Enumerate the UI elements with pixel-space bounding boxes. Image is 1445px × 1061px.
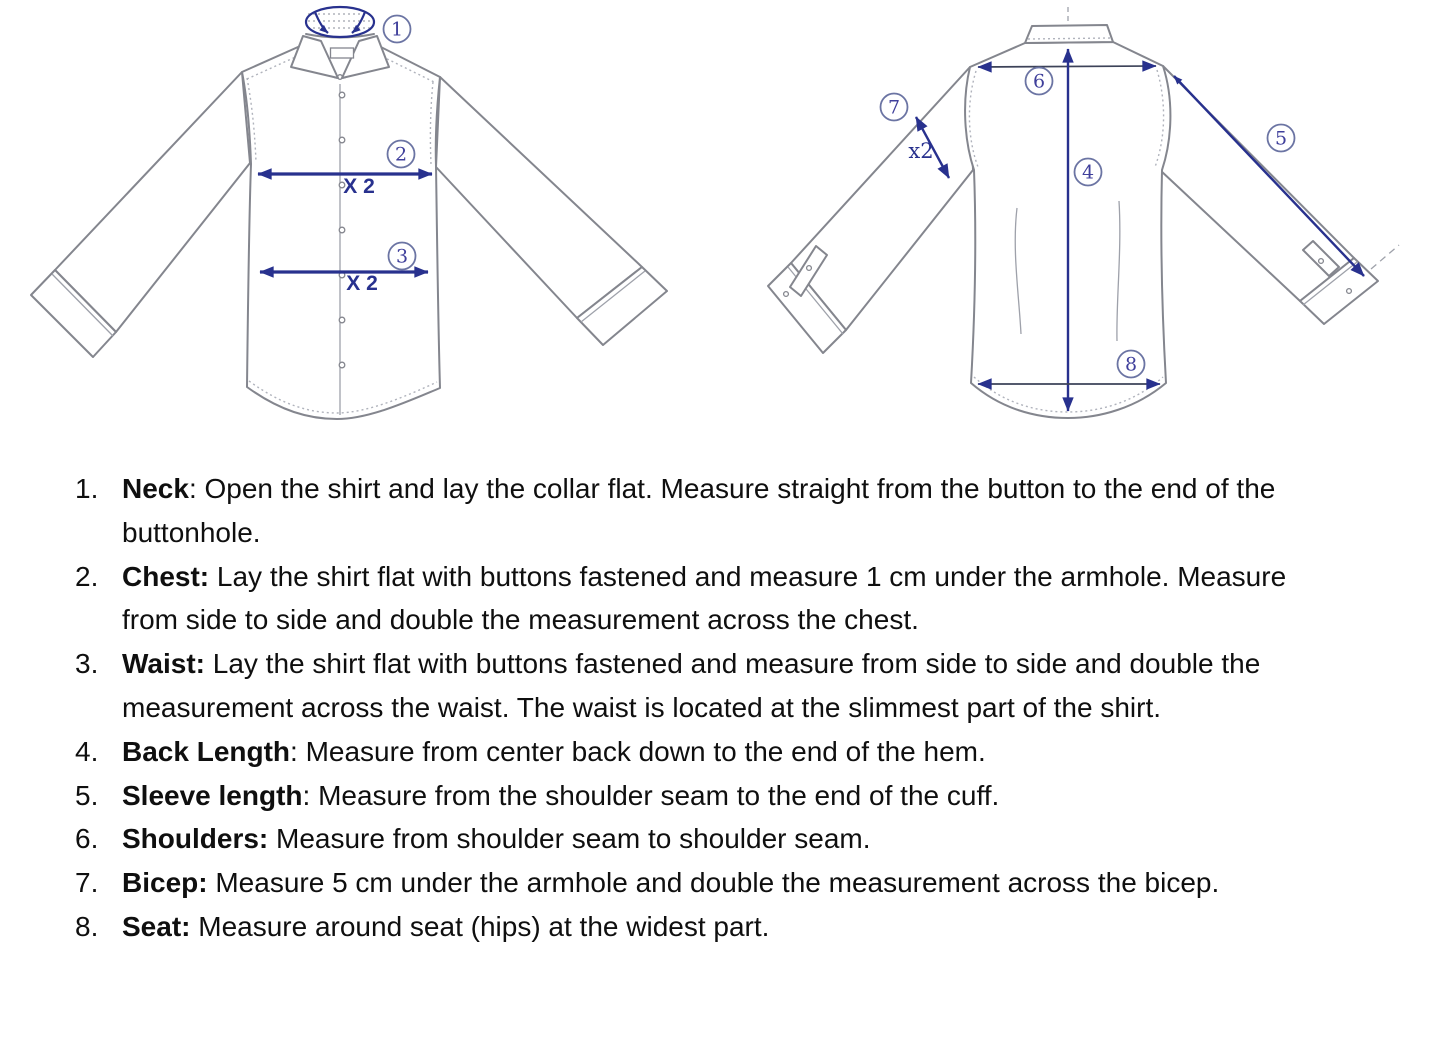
item-number: 3.: [75, 648, 99, 680]
item-number: 5.: [75, 779, 99, 811]
callout-sleeve-length: [1268, 125, 1295, 152]
svg-text:2: 2: [394, 143, 408, 166]
neck-arrow-right: [352, 12, 365, 33]
front-left-sleeve: [31, 72, 250, 357]
item-text: : Measure from the shoulder seam to the end of the cuff.: [302, 779, 1000, 811]
svg-text:3: 3: [395, 245, 409, 268]
collar-label: [331, 48, 354, 58]
item-body: [122, 774, 1337, 818]
item-label: Bicep:: [122, 867, 208, 899]
callout-chest: [388, 141, 415, 168]
item-body: [122, 642, 1337, 730]
back-right-sleeve: [1160, 66, 1378, 324]
item-body: [122, 861, 1337, 905]
item-number: 2.: [75, 560, 99, 592]
callout-seat: [1118, 351, 1145, 378]
item-text: Measure around seat (hips) at the widest part.: [190, 910, 770, 942]
instruction-item-shoulders: [75, 817, 1337, 861]
item-label: Neck: [122, 473, 189, 504]
instruction-list: [75, 467, 1337, 949]
chest-multiplier-label: X 2: [343, 175, 375, 198]
item-label: Chest:: [122, 560, 210, 592]
item-number: 7.: [75, 867, 99, 899]
back-left-sleeve: [768, 67, 973, 353]
item-label: Shoulders:: [122, 823, 269, 855]
item-number: 1.: [75, 473, 99, 504]
instruction-item-chest: [75, 555, 1337, 643]
item-number: 4.: [75, 735, 99, 767]
instruction-item-bicep: [75, 861, 1337, 905]
item-number: 6.: [75, 823, 99, 855]
svg-text:4: 4: [1081, 161, 1095, 184]
svg-text:6: 6: [1032, 70, 1046, 93]
waist-multiplier-label: X 2: [346, 272, 378, 295]
item-label: Sleeve length: [122, 779, 303, 811]
item-label: Seat:: [122, 910, 191, 942]
front-right-sleeve: [436, 77, 667, 345]
callout-back-length: [1075, 159, 1102, 186]
instruction-item-sleeve-length: [75, 774, 1337, 818]
svg-text:8: 8: [1124, 353, 1138, 376]
item-number: 8.: [75, 910, 99, 942]
item-body: [122, 905, 1337, 949]
neck-measure-ellipse: [306, 7, 374, 37]
item-text: Measure 5 cm under the armhole and double the measurement across the bicep.: [207, 867, 1220, 899]
callout-shoulders: [1026, 68, 1053, 95]
item-text: Lay the shirt flat with buttons fastened and measure from side to side and double the measurement across the waist. The waist is located at the slimmest part of the shirt.: [122, 648, 1261, 723]
sleeve-arrow-dashed-extension: [1371, 245, 1399, 269]
instruction-item-seat: [75, 905, 1337, 949]
item-text: Measure from shoulder seam to shoulder seam.: [268, 823, 871, 855]
item-body: [122, 555, 1337, 643]
item-text: : Open the shirt and lay the collar flat. Measure straight from the button to the end of the buttonhole.: [122, 473, 1276, 548]
instruction-item-neck: [75, 467, 1337, 555]
callout-waist: [389, 243, 416, 270]
callout-bicep: [881, 94, 908, 121]
svg-text:5: 5: [1274, 127, 1288, 150]
item-label: Waist:: [122, 648, 205, 680]
item-body: [122, 817, 1337, 861]
item-body: [122, 467, 1337, 555]
item-text: Lay the shirt flat with buttons fastened and measure 1 cm under the armhole. Measure from side to side and double the measurement across the chest.: [122, 560, 1287, 636]
svg-text:1: 1: [390, 18, 404, 41]
bicep-multiplier-label: x2: [908, 139, 934, 163]
callout-neck: [384, 16, 411, 43]
front-shirt-diagram: [31, 7, 667, 419]
back-shirt-diagram: [768, 7, 1399, 418]
svg-text:7: 7: [887, 96, 901, 119]
instruction-item-waist: [75, 642, 1337, 730]
item-text: : Measure from center back down to the end of the hem.: [290, 735, 986, 767]
front-collar: [291, 7, 389, 78]
item-body: [122, 730, 1337, 774]
shirt-measurement-diagram: [0, 0, 1445, 455]
instruction-item-back-length: [75, 730, 1337, 774]
neck-arrow-left: [315, 12, 328, 33]
item-label: Back Length: [122, 735, 291, 767]
back-collar: [1025, 7, 1113, 43]
